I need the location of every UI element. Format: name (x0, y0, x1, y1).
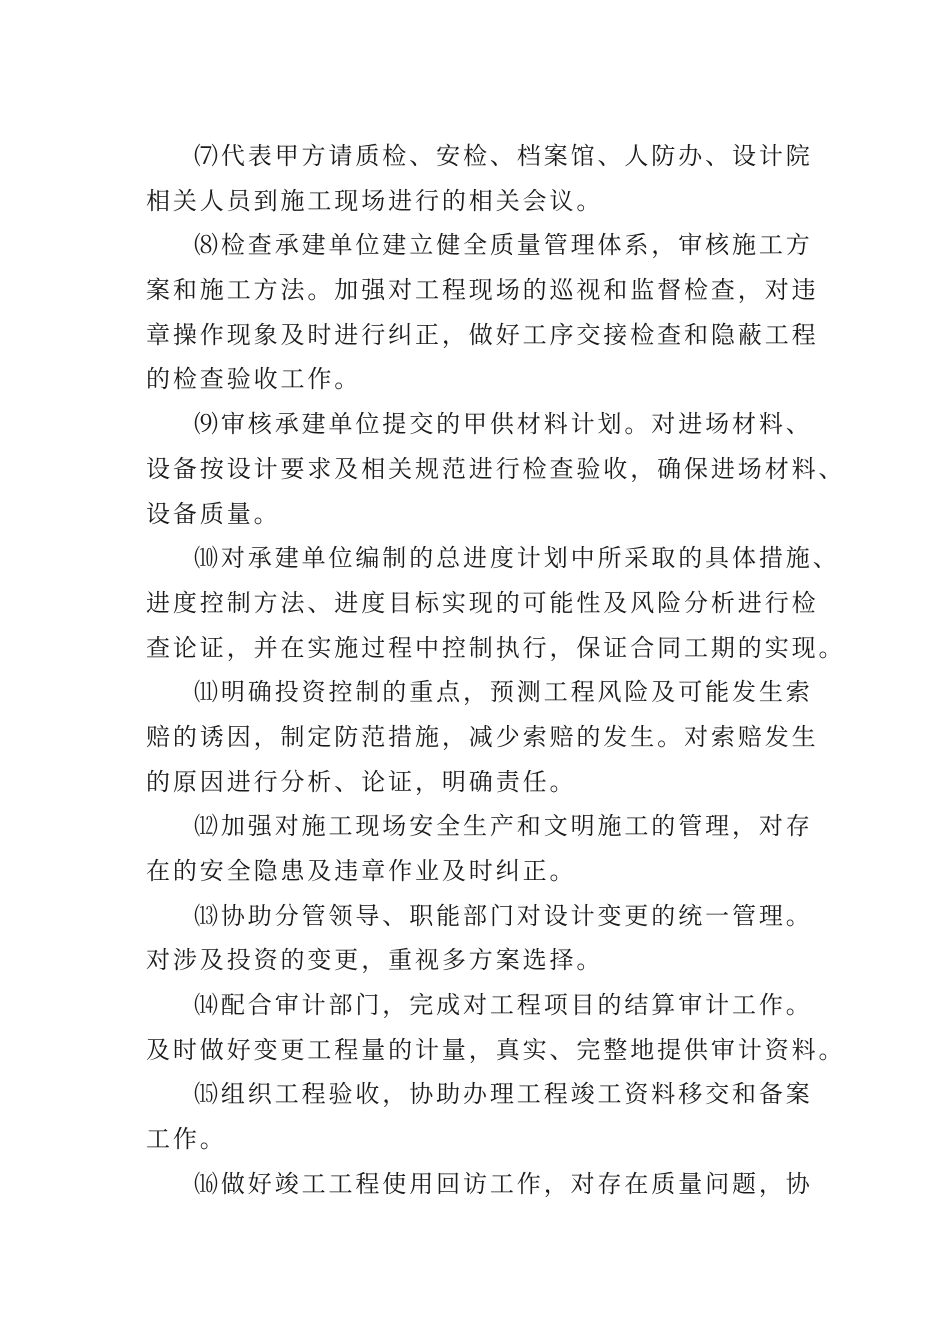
text-line: 的原因进行分析、论证，明确责任。 (146, 767, 577, 796)
text-line: 案和施工方法。加强对工程现场的巡视和监督检查，对违 (146, 276, 819, 305)
text-line: ⑽对承建单位编制的总进度计划中所采取的具体措施、 (194, 544, 840, 573)
text-line: ⒀协助分管领导、职能部门对设计变更的统一管理。 (194, 901, 813, 930)
text-line: ⑼审核承建单位提交的甲供材料计划。对进场材料、 (194, 410, 813, 439)
paragraph-11 (146, 670, 826, 804)
paragraph-15 (146, 1072, 826, 1161)
text-line: ⑿加强对施工现场安全生产和文明施工的管理，对存 (194, 812, 813, 841)
paragraph-8 (146, 223, 826, 402)
text-line: ⑻检查承建单位建立健全质量管理体系，审核施工方 (194, 231, 813, 260)
text-line: ⒃做好竣工工程使用回访工作，对存在质量问题，协 (194, 1169, 813, 1198)
text-line: 赔的诱因，制定防范措施，减少索赔的发生。对索赔发生 (146, 722, 819, 751)
text-line: ⑺代表甲方请质检、安检、档案馆、人防办、设计院 (194, 142, 813, 170)
text-line: 对涉及投资的变更，重视多方案选择。 (146, 946, 604, 975)
text-line: 工作。 (146, 1125, 227, 1154)
text-line: 的检查验收工作。 (146, 365, 362, 394)
paragraph-16 (146, 1162, 826, 1207)
text-line: 设备按设计要求及相关规范进行检查验收，确保进场材料、 (146, 454, 846, 483)
paragraph-13 (146, 894, 826, 983)
text-line: 查论证，并在实施过程中控制执行，保证合同工期的实现。 (146, 633, 846, 662)
paragraph-9 (146, 402, 846, 536)
body-text (146, 134, 846, 1207)
text-line: 章操作现象及时进行纠正，做好工序交接检查和隐蔽工程 (146, 320, 819, 349)
text-line: 进度控制方法、进度目标实现的可能性及风险分析进行检 (146, 588, 819, 617)
text-line: ⑾明确投资控制的重点，预测工程风险及可能发生索 (194, 678, 813, 707)
paragraph-14 (146, 983, 846, 1072)
paragraph-12 (146, 804, 826, 893)
text-line: 及时做好变更工程量的计量，真实、完整地提供审计资料。 (146, 1035, 846, 1064)
paragraph-10 (146, 536, 846, 670)
text-line: 设备质量。 (146, 499, 281, 528)
paragraph-7 (146, 134, 826, 223)
text-line: ⒁配合审计部门，完成对工程项目的结算审计工作。 (194, 991, 813, 1020)
text-line: 在的安全隐患及违章作业及时纠正。 (146, 857, 577, 885)
text-line: ⒂组织工程验收，协助办理工程竣工资料移交和备案 (194, 1080, 813, 1109)
text-line: 相关人员到施工现场进行的相关会议。 (146, 186, 604, 215)
